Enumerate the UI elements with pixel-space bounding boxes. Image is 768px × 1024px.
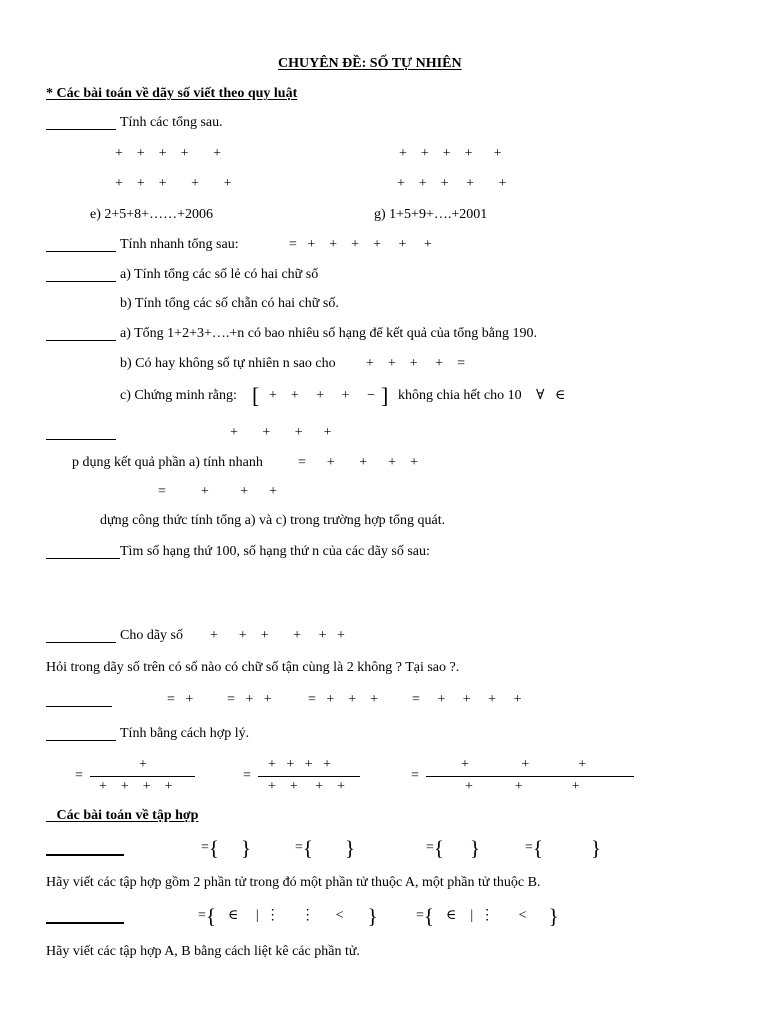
set-equals: =	[426, 840, 434, 855]
exercise-9-prompt: Tính bằng cách hợp lý.	[120, 726, 250, 741]
fraction-2-bar	[258, 776, 360, 777]
set-builder-condition: ∈ | ⋮ ⋮ <	[228, 908, 344, 923]
sum-expression-c: + + + + +	[115, 176, 232, 191]
fraction-2-numerator: + + + +	[268, 757, 332, 772]
brace-open: {	[532, 836, 543, 860]
set-definition-4	[525, 837, 601, 859]
exercise-5-apply-expression: = + + + +	[298, 455, 418, 470]
fraction-3-bar	[426, 776, 634, 777]
bracket-open: [	[252, 383, 260, 408]
fraction-3-equals: =	[411, 768, 419, 783]
sets-exercise-1-task: Hãy viết các tập hợp gồm 2 phần tử trong đó một phần tử thuộc A, một phần tử thuộc B.	[46, 875, 541, 890]
section-heading-sets	[46, 808, 198, 824]
sets-exercise-2-task: Hãy viết các tập hợp A, B bằng cách liệt kê các phần tử.	[46, 944, 360, 959]
exercise-4-part-a: a) Tổng 1+2+3+….+n có bao nhiêu số hạng để kết quả của tổng bằng 190.	[120, 326, 538, 341]
section-heading-sets-text: Các bài toán về tập hợp	[56, 808, 199, 823]
sum-expression-b: + + + + +	[399, 146, 502, 161]
exercise-7-question: Hỏi trong dãy số trên có số nào có chữ số tận cùng là 2 không ? Tại sao ?.	[46, 660, 460, 675]
exercise-5-general: dựng công thức tính tổng a) và c) trong trường hợp tổng quát.	[100, 513, 446, 528]
exercise-label-blank	[46, 326, 116, 341]
fraction-2-denominator: + + + +	[268, 779, 346, 794]
brace-open: {	[433, 836, 444, 860]
exercise-1-prompt: Tính các tổng sau.	[120, 115, 223, 130]
brace-open: {	[205, 904, 216, 928]
exercise-8-expression-1: = +	[167, 692, 194, 707]
exercise-4-part-c: c) Chứng minh rằng:	[120, 388, 237, 403]
exercise-4-part-b-expression: + + + + =	[366, 356, 465, 371]
exercise-4-part-c-expression: + + + + −	[269, 388, 375, 403]
exercise-4-part-c-tail: không chia hết cho 10	[398, 388, 522, 403]
brace-close: }	[367, 904, 378, 928]
exercise-label-blank	[46, 628, 116, 643]
brace-close: }	[548, 904, 559, 928]
sum-expression-d: + + + + +	[397, 176, 507, 191]
page-title: CHUYÊN ĐỀ: SỐ TỰ NHIÊN	[278, 56, 462, 71]
exercise-8-expression-4: = + + + +	[412, 692, 522, 707]
exercise-8-expression-2: = + +	[227, 692, 272, 707]
bracket-close: ]	[381, 383, 389, 408]
set-builder-condition: ∈ | ⋮ <	[446, 908, 527, 923]
fraction-1-equals: =	[75, 768, 83, 783]
sum-expression-a: + + + + +	[115, 146, 221, 161]
fraction-1-bar	[90, 776, 195, 777]
fraction-3-numerator: + + +	[461, 757, 587, 772]
exercise-2-expression: = + + + + + +	[289, 237, 432, 252]
exercise-4-part-c-symbols: ∀ ∈	[536, 388, 566, 403]
set-definition-2	[295, 837, 355, 859]
exercise-label-blank	[46, 908, 124, 924]
exercise-4-part-b: b) Có hay không số tự nhiên n sao cho	[120, 356, 336, 371]
brace-open: {	[302, 836, 313, 860]
sum-expression-e: e) 2+5+8+……+2006	[90, 207, 213, 222]
set-equals: =	[198, 908, 206, 923]
exercise-label-blank	[46, 425, 116, 440]
exercise-6-prompt: Tìm số hạng thứ 100, số hạng thứ n của các dãy số sau:	[120, 544, 430, 559]
exercise-5-apply: p dụng kết quả phần a) tính nhanh	[72, 455, 263, 470]
brace-close: }	[241, 836, 252, 860]
set-equals: =	[416, 908, 424, 923]
fraction-2-equals: =	[243, 768, 251, 783]
exercise-5-expression: + + + +	[230, 425, 332, 440]
exercise-label-blank	[46, 692, 112, 707]
set-equals: =	[525, 840, 533, 855]
set-builder-1	[198, 905, 378, 927]
exercise-7-expression: + + + + + +	[210, 628, 345, 643]
exercise-label-blank	[46, 544, 120, 559]
brace-open: {	[208, 836, 219, 860]
fraction-1-numerator: +	[139, 757, 147, 772]
exercise-2-prompt: Tính nhanh tổng sau:	[120, 237, 239, 252]
exercise-label-blank	[46, 267, 116, 282]
exercise-label-blank	[46, 726, 116, 741]
exercise-3-part-a: a) Tính tổng các số lẻ có hai chữ số	[120, 267, 319, 282]
exercise-5-expression-2: = + + +	[158, 484, 278, 499]
brace-close: }	[470, 836, 481, 860]
set-builder-2	[416, 905, 559, 927]
exercise-label-blank	[46, 840, 124, 856]
set-definition-3	[426, 837, 480, 859]
brace-close: }	[591, 836, 602, 860]
exercise-3-part-b: b) Tính tổng các số chẵn có hai chữ số.	[120, 296, 339, 311]
exercise-label-blank	[46, 237, 116, 252]
brace-close: }	[345, 836, 356, 860]
sum-expression-g: g) 1+5+9+….+2001	[374, 207, 488, 222]
fraction-1-denominator: + + + +	[99, 779, 173, 794]
exercise-7-prompt: Cho dãy số	[120, 628, 183, 643]
fraction-3-denominator: + + +	[465, 779, 580, 794]
set-definition-1	[201, 837, 251, 859]
section-heading-sequences: * Các bài toán về dãy số viết theo quy luật	[46, 86, 298, 101]
set-equals: =	[295, 840, 303, 855]
set-equals: =	[201, 840, 209, 855]
exercise-8-expression-3: = + + +	[308, 692, 379, 707]
exercise-label-blank	[46, 115, 116, 130]
brace-open: {	[423, 904, 434, 928]
